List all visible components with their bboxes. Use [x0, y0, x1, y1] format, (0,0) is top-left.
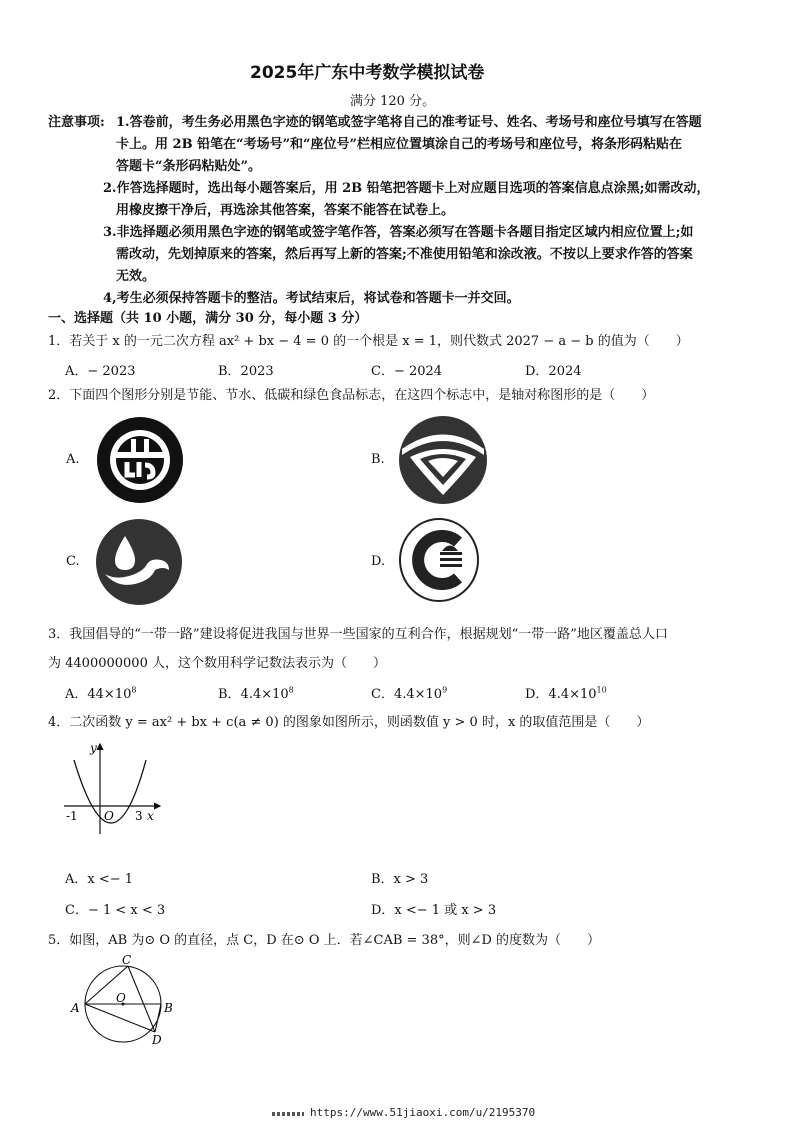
footer-url[interactable]: https://www.51jiaoxi.com/u/2195370 — [310, 1106, 536, 1119]
q2-label-d: D. — [371, 554, 386, 569]
note-line: 卡上。用 2B 铅笔在“考场号”和“座位号”栏相应位置填涂自己的考场号和座位号，将条形码粘贴在 — [116, 137, 682, 152]
y-axis-label: y — [90, 741, 97, 755]
circle-figure — [68, 954, 180, 1048]
point-a-label: A — [71, 1001, 80, 1015]
question-5-stem: 5．如图，AB 为⊙ O 的直径，点 C，D 在⊙ O 上．若∠CAB = 38°，则∠D 的度数为（ ） — [48, 933, 601, 948]
q4-option-d: D．x <− 1 或 x > 3 — [371, 903, 497, 918]
page-title: 2025年广东中考数学模拟试卷 — [250, 63, 485, 83]
chord-cd — [128, 966, 155, 1032]
tick-label-neg1: -1 — [66, 809, 78, 823]
question-2-stem: 2．下面四个图形分别是节能、节水、低碳和绿色食品标志，在这四个标志中，是轴对称图形的是（ ） — [48, 388, 655, 403]
water-saving-logo — [398, 415, 488, 505]
q3-option-c: C．$4.4\times 10^9$ — [371, 685, 448, 702]
low-carbon-logo — [95, 518, 183, 606]
note-line: 1.答卷前，考生务必用黑色字迹的钢笔或签字笔将自己的准考证号、姓名、考场号和座位号填写在答题 — [116, 115, 702, 130]
notes-label: 注意事项: — [48, 115, 105, 130]
q4-option-c: C．− 1 < x < 3 — [65, 903, 166, 918]
q3-option-a: A．$44\times 10^8$ — [65, 685, 137, 702]
question-4-stem: 4．二次函数 y = ax² + bx + c(a ≠ 0) 的图象如图所示，则函数值 y > 0 时，x 的取值范围是（ ） — [48, 715, 650, 730]
q1-option-a: A．− 2023 — [65, 364, 136, 379]
tick-label-3: 3 — [135, 809, 143, 823]
q1-option-b: B．2023 — [218, 364, 274, 379]
q1-option-d: D．2024 — [525, 364, 582, 379]
point-b-label: B — [164, 1001, 173, 1015]
chord-bd — [155, 1004, 161, 1032]
q3-option-b: B．$4.4\times 10^8$ — [218, 685, 294, 702]
point-d-label: D — [152, 1033, 162, 1047]
energy-saving-logo — [95, 415, 185, 505]
q2-label-c: C. — [66, 554, 80, 569]
note-line: 用橡皮擦干净后，再选涂其他答案，答案不能答在试卷上。 — [116, 203, 455, 218]
q2-label-a: A. — [66, 452, 80, 467]
note-line: 答题卡“条形码粘贴处”。 — [116, 159, 261, 174]
green-food-logo — [398, 518, 480, 602]
q2-label-b: B. — [371, 452, 385, 467]
section-heading: 一、选择题（共 10 小题，满分 30 分，每小题 3 分） — [48, 311, 368, 326]
full-score: 满分 120 分。 — [350, 94, 436, 109]
point-c-label: C — [122, 954, 132, 967]
question-3-stem-cont: 为 4400000000 人，这个数用科学记数法表示为（ ） — [48, 656, 386, 671]
note-line: 3.非选择题必须用黑色字迹的钢笔或签字笔作答，答案必须写在答题卡各题目指定区域内相应位置上;如 — [103, 225, 694, 240]
origin-label: O — [104, 809, 114, 823]
q4-option-b: B．x > 3 — [371, 872, 429, 887]
question-3-stem: 3．我国倡导的“一带一路”建设将促进我国与世界一些国家的互利合作，根据规划“一带一路”地区覆盖总人口 — [48, 627, 668, 642]
x-axis-label: x — [147, 809, 154, 823]
note-line: 2.作答选择题时，选出每小题答案后，用 2B 铅笔把答题卡上对应题目选项的答案信息点涂黑;如需改动， — [103, 181, 710, 196]
note-line: 需改动，先划掉原来的答案，然后再写上新的答案;不准使用铅笔和涂改液。不按以上要求作答的答案 — [116, 247, 693, 262]
footer-mark-icon — [272, 1112, 304, 1116]
parabola-graph — [60, 738, 170, 838]
q3-option-d: D．$4.4\times 10^{10}$ — [525, 685, 607, 702]
q4-option-a: A．x <− 1 — [65, 872, 134, 887]
note-line: 4,考生必须保持答题卡的整洁。考试结束后，将试卷和答题卡一并交回。 — [103, 291, 520, 306]
q1-option-c: C．− 2024 — [371, 364, 443, 379]
note-line: 无效。 — [116, 269, 156, 284]
chord-ad — [85, 1004, 155, 1032]
question-1-stem: 1．若关于 x 的一元二次方程 ax² + bx − 4 = 0 的一个根是 x = 1，则代数式 2027 − a − b 的值为（ ） — [48, 334, 689, 349]
center-o-label: O — [116, 991, 126, 1005]
